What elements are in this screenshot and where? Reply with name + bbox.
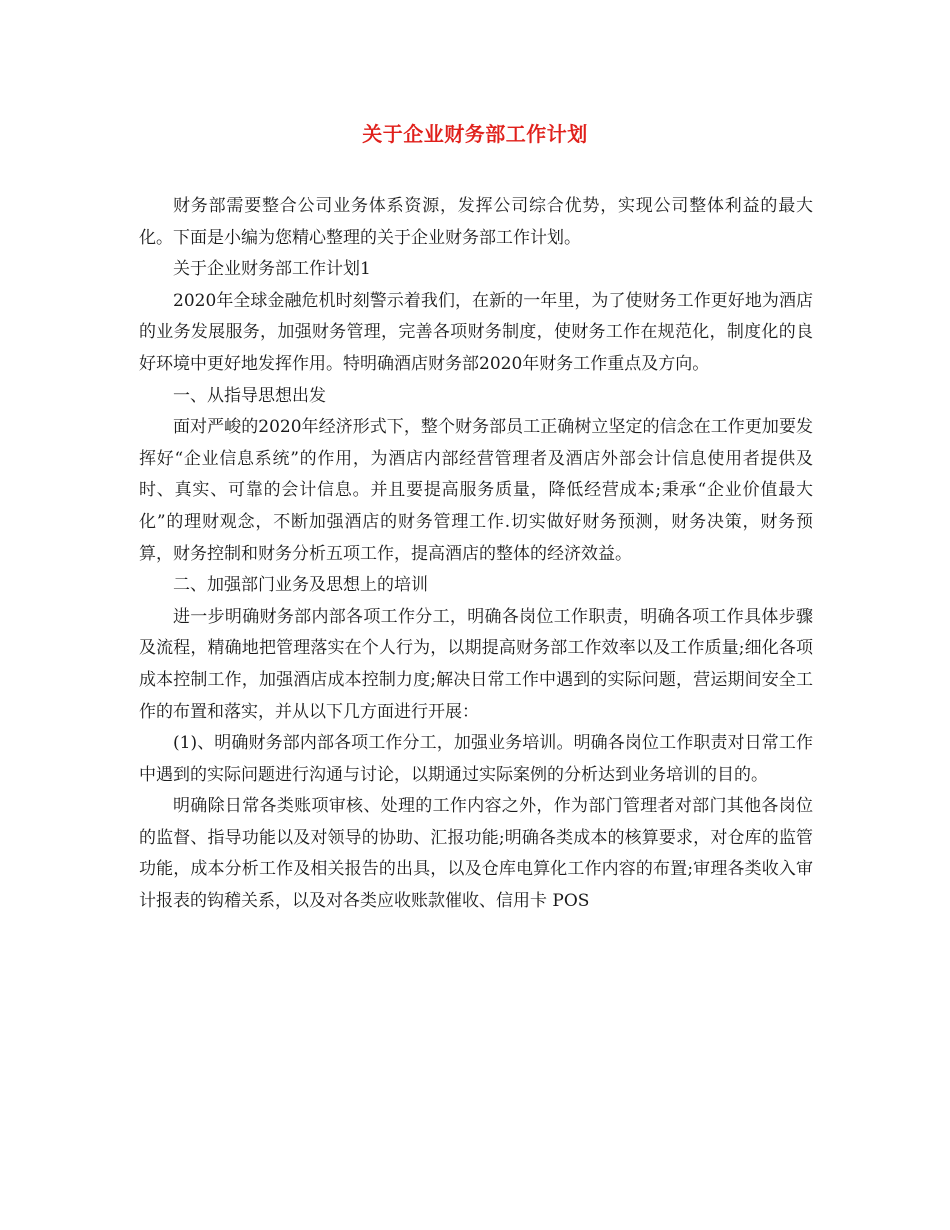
- paragraph-plan-heading: 关于企业财务部工作计划1: [173, 259, 371, 280]
- section-heading-1: 一、从指导思想出发: [173, 385, 326, 406]
- section-heading-2: 二、加强部门业务及思想上的培训: [173, 575, 428, 596]
- paragraph-overview: 2020年全球金融危机时刻警示着我们，在新的一年里，为了使财务工作更好地为酒店的业务发展服务，加强财务管理，完善各项财务制度，使财务工作在规范化，制度化的良好环境中更好地发挥作用。特明确酒店财务部2020年财务工作重点及方向。: [139, 290, 813, 374]
- paragraph-section-2: 进一步明确财务部内部各项工作分工，明确各岗位工作职责，明确各项工作具体步骤及流程，精确地把管理落实在个人行为，以期提高财务部工作效率以及工作质量;细化各项成本控制工作，加强酒店成本控制力度;解决日常工作中遇到的实际问题，营运期间安全工作的布置和落实，并从以下几方面进行开展：: [139, 606, 813, 722]
- paragraph-section-1: 面对严峻的2020年经济形式下，整个财务部员工正确树立坚定的信念在工作更加要发挥好“企业信息系统”的作用，为酒店内部经营管理者及酒店外部会计信息使用者提供及时、真实、可靠的会计信息。并且要提高服务质量，降低经营成本;秉承“企业价值最大化”的理财观念，不断加强酒店的财务管理工作.切实做好财务预测，财务决策，财务预算，财务控制和财务分析五项工作，提高酒店的整体的经济效益。: [139, 417, 813, 564]
- document-body: [139, 191, 813, 918]
- paragraph-intro: 财务部需要整合公司业务体系资源，发挥公司综合优势，实现公司整体利益的最大化。下面是小编为您精心整理的关于企业财务部工作计划。: [139, 196, 813, 248]
- paragraph-item-1-detail: 明确除日常各类账项审核、处理的工作内容之外，作为部门管理者对部门其他各岗位的监督、指导功能以及对领导的协助、汇报功能;明确各类成本的核算要求，对仓库的监管功能，成本分析工作及相关报告的出具，以及仓库电算化工作内容的布置;审理各类收入审计报表的钩稽关系，以及对各类应收账款催收、信用卡 POS: [139, 796, 813, 912]
- paragraph-item-1: (1)、明确财务部内部各项工作分工，加强业务培训。明确各岗位工作职责对日常工作中遇到的实际问题进行沟通与讨论，以期通过实际案例的分析达到业务培训的目的。: [139, 733, 813, 785]
- document-title: 关于企业财务部工作计划: [362, 122, 588, 146]
